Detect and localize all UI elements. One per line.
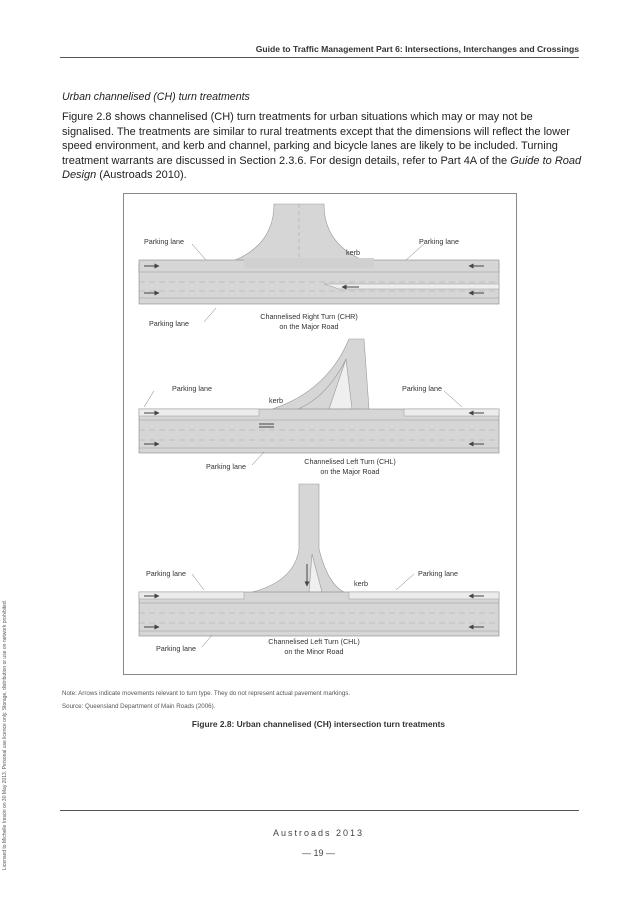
header-rule: [60, 57, 579, 58]
body-paragraph: [62, 110, 582, 183]
figure-caption: Figure 2.8: Urban channelised (CH) intersection turn treatments: [191, 719, 446, 729]
chr-kerb-label: kerb: [346, 248, 360, 257]
chl-minor-parking-label-left: Parking lane: [146, 569, 186, 578]
chl-major-road-diagram: [139, 339, 499, 476]
paragraph-text-2: (Austroads 2010).: [96, 169, 187, 182]
chl-minor-road-diagram: [139, 484, 499, 656]
chl-minor-parking-label-bottom: Parking lane: [156, 644, 196, 653]
chl-minor-caption-line2: on the Minor Road: [284, 647, 344, 656]
chr-parking-label-left: Parking lane: [144, 237, 184, 246]
figure-note: Note: Arrows indicate movements relevant to turn type. They do not represent actual pavement markings.: [62, 690, 351, 697]
chl-major-caption-line1: Channelised Left Turn (CHL): [304, 457, 396, 466]
page-number: — 19 —: [301, 848, 335, 858]
running-header: Guide to Traffic Management Part 6: Intersections, Interchanges and Crossings: [255, 44, 579, 54]
chl-major-kerb-label: kerb: [269, 396, 283, 405]
paragraph-text-1: Figure 2.8 shows channelised (CH) turn treatments for urban situations which may or may not be signalised. The treatments are similar to rural treatments except that the dimensions will reflect the lower speed environment, and kerb and channel, parking and bicycle lanes are likely to be included. Turning treatment warrants are discussed in Section 2.3.6. For design details, refer to Part 4A of the: [62, 111, 570, 167]
footer-organisation: Austroads 2013: [272, 828, 365, 838]
chr-caption-line1: Channelised Right Turn (CHR): [260, 312, 358, 321]
figure-diagram: [123, 193, 517, 675]
section-title: Urban channelised (CH) turn treatments: [62, 91, 250, 103]
guide-title-italic: Guide to Road Design: [62, 154, 582, 182]
chr-parking-label-right: Parking lane: [419, 237, 459, 246]
footer-rule: [60, 810, 579, 811]
chl-minor-parking-label-right: Parking lane: [418, 569, 458, 578]
chl-major-parking-label-right: Parking lane: [402, 384, 442, 393]
chl-major-parking-label-bottom: Parking lane: [206, 462, 246, 471]
chl-minor-caption-line1: Channelised Left Turn (CHL): [268, 637, 360, 646]
chr-parking-label-bottom: Parking lane: [149, 319, 189, 328]
chl-major-parking-label-left: Parking lane: [172, 384, 212, 393]
chr-major-road-diagram: [139, 204, 499, 331]
licence-watermark: Licensed to Michelle Ireson on 30 May 2013. Personal use licence only. Storage, distribution or use on network prohibited.: [2, 599, 8, 870]
chr-caption-line2: on the Major Road: [279, 322, 339, 331]
figure-source: Source: Queensland Department of Main Roads (2006).: [62, 703, 216, 710]
chl-minor-kerb-label: kerb: [354, 579, 368, 588]
intersection-diagrams: [124, 194, 516, 674]
chl-major-caption-line2: on the Major Road: [320, 467, 380, 476]
